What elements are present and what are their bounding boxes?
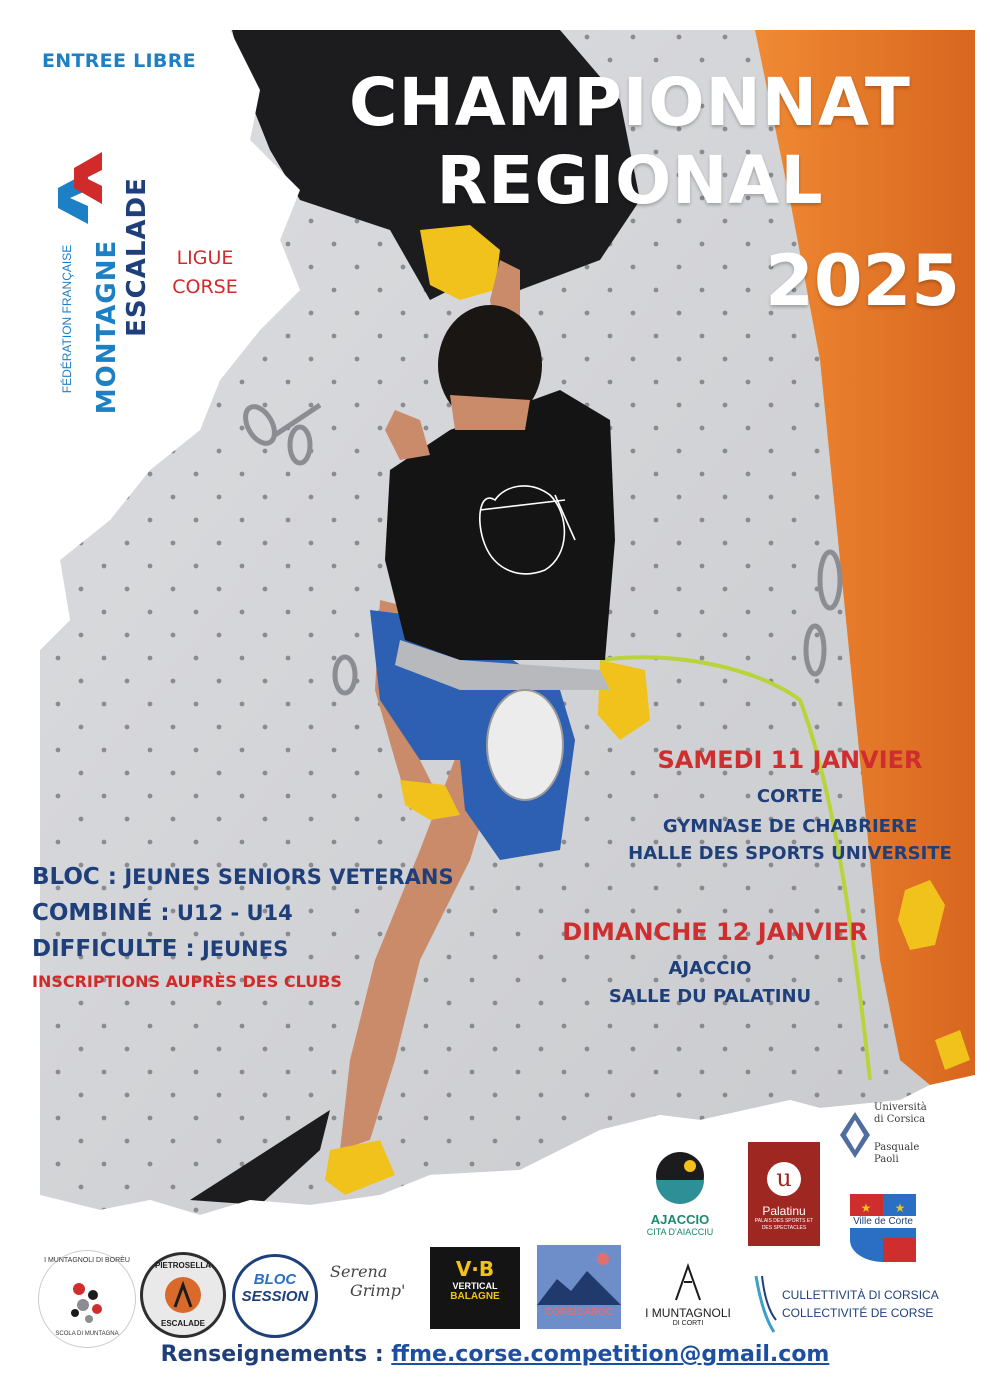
event-2-venue: SALLE DU PALATINU <box>608 986 812 1007</box>
bloc-session-line-1: BLOC <box>253 1271 297 1288</box>
muntagnoli-corti-sub: DI CORTI <box>672 1320 704 1327</box>
title-line-2: REGIONAL <box>436 142 824 219</box>
palatinu-name: Palatinu <box>762 1204 806 1218</box>
muntagnoli-corti-logo <box>640 1262 736 1332</box>
event-2-date: DIMANCHE 12 JANVIER <box>562 918 868 946</box>
category-bloc <box>32 864 454 900</box>
vb-line-2: BALAGNE <box>450 1291 500 1302</box>
ligue-line-2: CORSE <box>172 276 238 298</box>
palatinu-logo <box>748 1142 820 1246</box>
vb-line-1: VERTICAL <box>452 1281 498 1291</box>
bloc-session-logo <box>232 1254 318 1338</box>
event-1-venue-2: HALLE DES SPORTS UNIVERSITE <box>628 843 952 864</box>
ville-corte-name: Ville de Corte <box>853 1216 913 1227</box>
svg-text:★: ★ <box>894 1201 906 1215</box>
inscriptions-note: INSCRIPTIONS AUPRÈS DES CLUBS <box>32 972 342 991</box>
universita-logo <box>840 1100 940 1180</box>
difficulte-value: JEUNES <box>201 937 289 961</box>
pietrosella-logo <box>140 1252 226 1338</box>
categories-block <box>32 864 454 991</box>
pietrosella-name: PIETROSELLA <box>154 1261 211 1270</box>
universita-paoli-text <box>874 1142 919 1166</box>
combine-value: U12 - U14 <box>176 901 293 925</box>
universita-text <box>874 1102 927 1126</box>
event-2-city: AJACCIO <box>668 958 752 979</box>
vertical-balagne-logo <box>430 1247 520 1329</box>
ajaccio-emblem-icon <box>640 1148 720 1208</box>
collectivite-swoosh-icon <box>752 1270 778 1336</box>
contact-email-link[interactable]: ffme.corse.competition@gmail.com <box>391 1342 830 1367</box>
combine-label: COMBINÉ : <box>32 900 170 926</box>
ffme-escalade-text: ESCALADE <box>122 177 152 337</box>
category-combine <box>32 900 454 936</box>
serena-line-1: Serena <box>330 1262 388 1281</box>
renseignements-footer <box>0 1342 990 1367</box>
event-1-venue-1: GYMNASE DE CHABRIERE <box>662 816 918 837</box>
corsicaroc-name: CORSICAROC <box>544 1307 614 1318</box>
universita-line-1: Università <box>874 1102 927 1113</box>
category-difficulte <box>32 936 454 972</box>
palatinu-sub: PALAIS DES SPORTS ET DES SPECTACLES <box>754 1218 814 1231</box>
ville-corte-logo <box>848 1192 918 1264</box>
collectivite-corse-logo <box>752 1270 942 1336</box>
bloc-value: JEUNES SENIORS VETERANS <box>124 865 454 889</box>
event-1-date: SAMEDI 11 JANVIER <box>657 746 923 774</box>
bloc-label: BLOC : <box>32 864 118 890</box>
title-line-1: CHAMPIONNAT <box>349 64 911 141</box>
serena-line-2: Grimp' <box>350 1281 406 1300</box>
renseignements-label: Renseignements : <box>160 1342 392 1367</box>
event-1-city: CORTE <box>756 786 824 807</box>
difficulte-label: DIFFICULTE : <box>32 936 195 962</box>
svg-text:★: ★ <box>860 1201 872 1215</box>
muntagnoli-boreu-logo <box>38 1250 136 1348</box>
ajaccio-name: AJACCIO <box>650 1212 710 1227</box>
universita-emblem-icon <box>840 1112 870 1158</box>
pietrosella-sub: ESCALADE <box>160 1319 205 1328</box>
ffme-montagne-text: MONTAGNE <box>92 239 122 415</box>
ligue-line-1: LIGUE <box>176 247 234 269</box>
corsicaroc-logo <box>537 1245 621 1329</box>
muntagnoli-corti-name: I MUNTAGNOLI <box>645 1306 731 1320</box>
universita-line-3: Pasquale <box>874 1142 920 1153</box>
vb-monogram: V·B <box>455 1257 495 1281</box>
muntagnoli-corti-mountain-icon <box>640 1262 736 1302</box>
serena-grimp-logo <box>330 1262 414 1332</box>
ajaccio-sub: CITA D'AIACCIU <box>646 1227 714 1237</box>
universita-line-4: Paoli <box>874 1154 899 1165</box>
muntagnoli-boreu-sub: SCOLA DI MUNTAGNA <box>55 1331 119 1337</box>
bloc-session-line-2: SESSION <box>241 1288 309 1305</box>
ligue-corse-label <box>160 244 250 302</box>
ffme-federation-text: FÉDÉRATION FRANÇAISE <box>60 244 74 394</box>
ffme-logo <box>44 92 164 415</box>
universita-line-2: di Corsica <box>874 1114 926 1125</box>
muntagnoli-boreu-name: I MUNTAGNOLI DI BORÈU <box>44 1257 130 1264</box>
title-year: 2025 <box>765 240 960 322</box>
palatinu-u-icon: u <box>767 1162 801 1196</box>
ajaccio-logo <box>640 1148 720 1238</box>
entree-libre-label: ENTREE LIBRE <box>42 50 196 72</box>
collectivite-line-1: CULLETTIVITÀ DI CORSICA <box>782 1288 939 1302</box>
ville-corte-shield-icon <box>848 1192 918 1264</box>
collectivite-line-2: COLLECTIVITÉ DE CORSE <box>782 1306 934 1320</box>
